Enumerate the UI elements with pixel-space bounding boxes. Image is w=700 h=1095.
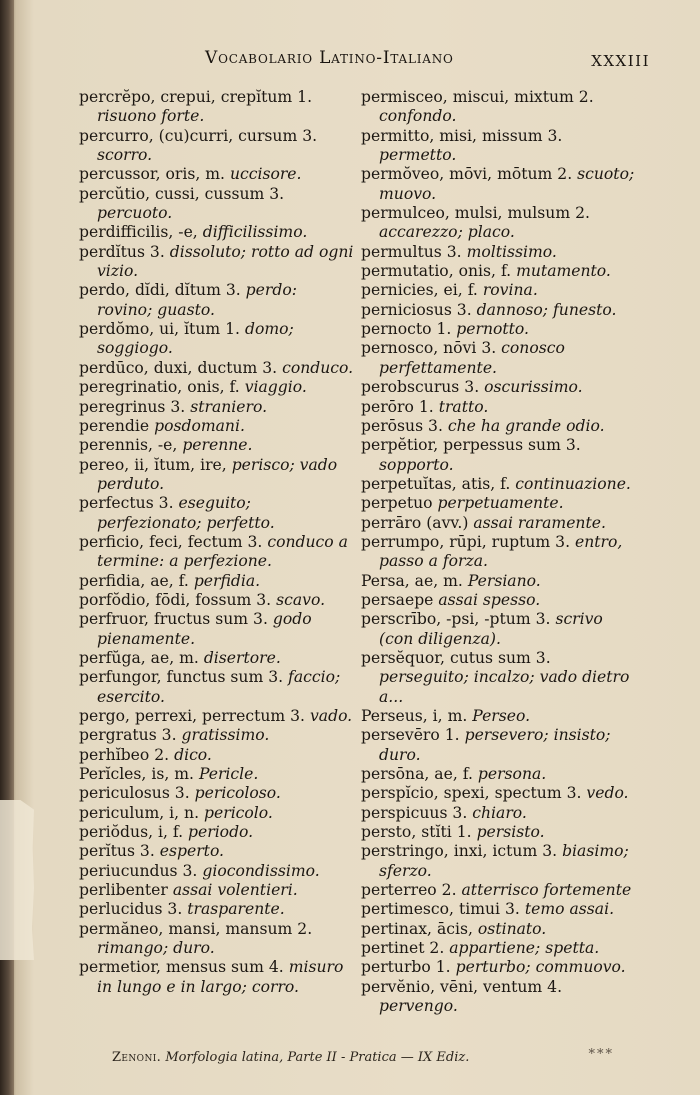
entry-headword: perturbo 1. xyxy=(361,958,451,977)
right-column xyxy=(361,88,637,1017)
entry-translation: Perseo. xyxy=(472,707,531,725)
entry-translation: periodo. xyxy=(188,823,254,842)
entry-translation: disertore. xyxy=(203,648,281,667)
entry-translation: risuono forte. xyxy=(97,107,205,126)
dictionary-entry xyxy=(361,823,637,842)
dictionary-entry xyxy=(79,784,355,803)
entry-headword: perlibenter xyxy=(79,881,168,900)
entry-translation: difficilissimo. xyxy=(202,223,308,242)
entry-headword: perhĭbeo 2. xyxy=(79,745,170,764)
entry-headword: permetior, mensus sum 4. xyxy=(79,958,284,977)
dictionary-entry xyxy=(79,378,355,397)
dictionary-entry xyxy=(79,320,355,359)
dictionary-entry xyxy=(361,301,637,320)
dictionary-entry xyxy=(79,127,355,166)
dictionary-entry xyxy=(79,862,355,881)
dictionary-entry xyxy=(361,339,637,378)
dictionary-entry xyxy=(361,320,637,339)
entry-headword: perdūco, duxi, ductum 3. xyxy=(79,358,278,377)
entry-headword: perstringo, inxi, ictum 3. xyxy=(361,842,558,861)
entry-headword: percurro, (cu)curri, cursum 3. xyxy=(79,126,318,145)
dictionary-entry xyxy=(361,900,637,919)
entry-headword: peregrinatio, onis, f. xyxy=(79,378,240,397)
dictionary-entry xyxy=(361,378,637,397)
entry-translation: percuoto. xyxy=(97,204,173,223)
entry-translation: scuoto; muovo. xyxy=(379,165,635,203)
entry-headword: perniciosus 3. xyxy=(361,300,472,319)
entry-headword: perfŭga, ae, m. xyxy=(79,648,199,667)
entry-translation: sopporto. xyxy=(379,455,454,474)
dictionary-entry xyxy=(361,707,637,726)
dictionary-entry xyxy=(79,456,355,495)
entry-headword: perpetuo xyxy=(361,494,433,513)
dictionary-entry xyxy=(79,88,355,127)
entry-headword: pergo, perrexi, perrectum 3. xyxy=(79,707,306,725)
dictionary-entry xyxy=(79,591,355,610)
dictionary-entry xyxy=(79,920,355,959)
page-number: XXXIII xyxy=(591,52,650,70)
entry-headword: pereo, ii, ĭtum, ire, xyxy=(79,455,227,474)
dictionary-entry xyxy=(361,920,637,939)
dictionary-entry xyxy=(361,591,637,610)
dictionary-entry xyxy=(361,243,637,262)
dictionary-entry xyxy=(361,784,637,803)
entry-headword: pertinet 2. xyxy=(361,939,445,958)
dictionary-entry xyxy=(79,726,355,745)
entry-translation: assai volentieri. xyxy=(172,881,298,900)
entry-translation: assai raramente. xyxy=(473,513,606,532)
entry-translation: misuro in lungo e in largo; corro. xyxy=(97,958,344,996)
dictionary-entry xyxy=(79,185,355,224)
entry-headword: permutatio, onis, f. xyxy=(361,262,512,281)
entry-translation: atterrisco fortemente xyxy=(461,881,632,900)
dictionary-entry xyxy=(79,842,355,861)
entry-translation: eseguito; perfezionato; perfetto. xyxy=(97,494,275,532)
dictionary-entry xyxy=(361,881,637,900)
dictionary-entry xyxy=(361,572,637,591)
entry-translation: dico. xyxy=(174,745,212,764)
entry-headword: pertinax, ācis, xyxy=(361,919,473,938)
entry-translation: trasparente. xyxy=(187,900,285,919)
entry-translation: che ha grande odio. xyxy=(447,416,605,435)
entry-headword: percrĕpo, crepui, crepĭtum 1. xyxy=(79,88,313,106)
entry-headword: periculosus 3. xyxy=(79,784,190,803)
entry-headword: pernosco, nōvi 3. xyxy=(361,339,497,358)
entry-headword: perlucidus 3. xyxy=(79,900,183,919)
entry-translation: scorro. xyxy=(97,146,153,165)
entry-translation: perpetuamente. xyxy=(437,494,564,513)
entry-translation: perenne. xyxy=(182,436,253,455)
entry-headword: periculum, i, n. xyxy=(79,803,200,822)
dictionary-entry xyxy=(361,494,637,513)
dictionary-entry xyxy=(79,223,355,242)
entry-translation: pericolo. xyxy=(204,803,273,822)
entry-translation: ostinato. xyxy=(477,919,547,938)
torn-margin xyxy=(0,800,34,960)
entry-translation: dannoso; funesto. xyxy=(476,300,617,319)
entry-headword: perrāro (avv.) xyxy=(361,513,469,532)
dictionary-entry xyxy=(361,127,637,166)
dictionary-entry xyxy=(361,649,637,707)
entry-translation: dissoluto; rotto ad ogni vizio. xyxy=(97,242,354,281)
page-footer xyxy=(112,1047,632,1072)
entry-translation: perseguito; incalzo; vado dietro a... xyxy=(379,668,630,706)
entry-headword: persaepe xyxy=(361,590,434,609)
entry-translation: godo pienamente. xyxy=(97,610,312,648)
entry-translation: conosco perfettamente. xyxy=(379,339,565,377)
entry-translation: Pericle. xyxy=(198,765,259,784)
entry-translation: rovina. xyxy=(482,281,538,300)
entry-translation: perdo: rovino; guasto. xyxy=(97,281,297,319)
footer-title: Morfologia latina, Parte II - Pratica — IX Ediz. xyxy=(165,1050,470,1065)
entry-headword: perĭtus 3. xyxy=(79,842,155,861)
entry-translation: viaggio. xyxy=(244,378,307,397)
entry-headword: periucundus 3. xyxy=(79,861,198,880)
dictionary-entry xyxy=(79,958,355,997)
entry-headword: perfectus 3. xyxy=(79,494,174,513)
dictionary-entry xyxy=(361,610,637,649)
entry-translation: perfidia. xyxy=(193,571,261,590)
entry-headword: perobscurus 3. xyxy=(361,378,480,397)
dictionary-entry xyxy=(361,842,637,881)
entry-translation: faccio; esercito. xyxy=(97,668,341,706)
dictionary-entry xyxy=(361,417,637,436)
dictionary-entry xyxy=(361,165,637,204)
entry-headword: pergratus 3. xyxy=(79,726,177,745)
entry-headword: permitto, misi, missum 3. xyxy=(361,126,563,145)
entry-headword: Perseus, i, m. xyxy=(361,707,468,725)
entry-translation: domo; soggiogo. xyxy=(97,320,294,358)
entry-headword: perrumpo, rūpi, ruptum 3. xyxy=(361,532,571,551)
entry-headword: percŭtio, cussi, cussum 3. xyxy=(79,184,285,203)
entry-headword: perspĭcio, spexi, spectum 3. xyxy=(361,784,582,803)
dictionary-entry xyxy=(361,804,637,823)
entry-translation: tratto. xyxy=(438,397,489,416)
entry-translation: conduco. xyxy=(282,358,354,377)
dictionary-entry xyxy=(79,572,355,591)
entry-headword: perdifficilis, -e, xyxy=(79,223,198,242)
entry-headword: persevēro 1. xyxy=(361,726,460,745)
dictionary-entry xyxy=(361,958,637,977)
signature-mark: *** xyxy=(588,1047,614,1062)
entry-headword: pertimesco, timui 3. xyxy=(361,900,520,919)
entry-translation: assai spesso. xyxy=(438,590,541,609)
dictionary-entry xyxy=(361,726,637,765)
footer-credit xyxy=(112,1050,469,1065)
dictionary-entry xyxy=(79,417,355,436)
entry-headword: perpĕtior, perpessus sum 3. xyxy=(361,436,581,455)
entry-headword: permulceo, mulsi, mulsum 2. xyxy=(361,204,590,223)
entry-headword: perfidia, ae, f. xyxy=(79,571,189,590)
dictionary-entry xyxy=(79,900,355,919)
entry-headword: permăneo, mansi, mansum 2. xyxy=(79,919,313,938)
dictionary-entry xyxy=(361,88,637,127)
dictionary-entry xyxy=(79,359,355,378)
entry-translation: vedo. xyxy=(586,784,629,803)
dictionary-entry xyxy=(361,281,637,300)
entry-translation: temo assai. xyxy=(524,900,615,919)
dictionary-entry xyxy=(79,243,355,282)
entry-headword: pernocto 1. xyxy=(361,320,452,339)
page-header xyxy=(80,48,650,74)
entry-translation: scrivo (con diligenza). xyxy=(379,610,603,648)
left-column xyxy=(79,88,355,997)
dictionary-entry xyxy=(361,514,637,533)
entry-translation: conduco a termine: a perfezione. xyxy=(97,532,348,571)
entry-translation: permetto. xyxy=(379,146,457,165)
page-title: Vocabolario Latino-Italiano xyxy=(205,48,454,68)
entry-translation: pervengo. xyxy=(379,997,458,1016)
dictionary-entry xyxy=(79,165,355,184)
entry-headword: perficio, feci, fectum 3. xyxy=(79,532,263,551)
entry-translation: chiaro. xyxy=(472,803,527,822)
dictionary-entry xyxy=(79,398,355,417)
dictionary-entry xyxy=(361,398,637,417)
entry-translation: pernotto. xyxy=(456,320,529,339)
entry-headword: peregrinus 3. xyxy=(79,397,186,416)
dictionary-entry xyxy=(79,746,355,765)
entry-headword: Persa, ae, m. xyxy=(361,571,463,590)
entry-headword: perscrībo, -psi, -ptum 3. xyxy=(361,610,551,629)
entry-headword: persto, stĭti 1. xyxy=(361,823,472,842)
entry-translation: appartiene; spetta. xyxy=(449,939,600,958)
entry-translation: vado. xyxy=(309,707,353,725)
entry-translation: perisco; vado perduto. xyxy=(97,455,338,493)
entry-translation: uccisore. xyxy=(229,165,302,184)
entry-translation: mutamento. xyxy=(516,262,611,281)
dictionary-entry xyxy=(79,668,355,707)
entry-headword: pervĕnio, vēni, ventum 4. xyxy=(361,977,563,996)
entry-headword: porfŏdio, fōdi, fossum 3. xyxy=(79,590,272,609)
entry-headword: perdŏmo, ui, ĭtum 1. xyxy=(79,320,240,339)
entry-headword: perdĭtus 3. xyxy=(79,242,165,261)
entry-translation: moltissimo. xyxy=(466,242,557,261)
dictionary-entry xyxy=(361,204,637,243)
entry-headword: percussor, oris, m. xyxy=(79,165,225,184)
dictionary-entry xyxy=(79,610,355,649)
entry-headword: perōro 1. xyxy=(361,397,434,416)
dictionary-entry xyxy=(361,765,637,784)
entry-translation: scavo. xyxy=(276,590,326,609)
dictionary-entry xyxy=(79,881,355,900)
entry-headword: persōna, ae, f. xyxy=(361,765,473,784)
entry-headword: permisceo, miscui, mixtum 2. xyxy=(361,88,594,106)
entry-translation: accarezzo; placo. xyxy=(379,223,515,242)
dictionary-entry xyxy=(79,804,355,823)
dictionary-entry xyxy=(79,281,355,320)
entry-headword: perennis, -e, xyxy=(79,436,178,455)
entry-translation: persona. xyxy=(477,765,547,784)
entry-translation: giocondissimo. xyxy=(202,861,320,880)
entry-headword: perterreo 2. xyxy=(361,881,457,900)
entry-headword: perspicuus 3. xyxy=(361,803,468,822)
entry-translation: perturbo; commuovo. xyxy=(455,958,626,977)
entry-headword: permultus 3. xyxy=(361,242,462,261)
dictionary-entry xyxy=(79,494,355,533)
entry-translation: pericoloso. xyxy=(194,784,281,803)
entry-translation: esperto. xyxy=(159,842,225,861)
entry-headword: permŏveo, mōvi, mōtum 2. xyxy=(361,165,573,184)
entry-headword: perdo, dĭdi, dĭtum 3. xyxy=(79,281,241,300)
entry-translation: biasimo; sferzo. xyxy=(379,842,629,880)
dictionary-entry xyxy=(79,649,355,668)
entry-headword: perfungor, functus sum 3. xyxy=(79,668,284,687)
dictionary-entry xyxy=(361,939,637,958)
entry-headword: perendie xyxy=(79,416,150,435)
entry-translation: Persiano. xyxy=(467,571,541,590)
entry-translation: persisto. xyxy=(476,823,545,842)
entry-headword: Perĭcles, is, m. xyxy=(79,765,194,784)
entry-headword: persĕquor, cutus sum 3. xyxy=(361,648,551,667)
entry-headword: perōsus 3. xyxy=(361,416,443,435)
entry-translation: gratissimo. xyxy=(181,726,270,745)
dictionary-entry xyxy=(79,765,355,784)
dictionary-entry xyxy=(361,262,637,281)
dictionary-entry xyxy=(361,533,637,572)
entry-translation: oscurissimo. xyxy=(484,378,583,397)
dictionary-entry xyxy=(361,978,637,1017)
dictionary-entry xyxy=(361,436,637,475)
footer-author: Zenoni. xyxy=(112,1050,162,1065)
dictionary-entry xyxy=(79,436,355,455)
entry-headword: perpetuĭtas, atis, f. xyxy=(361,474,511,493)
entry-translation: persevero; insisto; duro. xyxy=(379,726,611,764)
entry-translation: straniero. xyxy=(190,397,268,416)
entry-translation: entro, passo a forza. xyxy=(379,532,623,571)
dictionary-entry xyxy=(361,475,637,494)
dictionary-entry xyxy=(79,707,355,726)
entry-translation: rimango; duro. xyxy=(97,939,215,958)
entry-translation: continuazione. xyxy=(515,474,631,493)
entry-headword: perfruor, fructus sum 3. xyxy=(79,610,268,629)
entry-headword: periŏdus, i, f. xyxy=(79,823,184,842)
entry-headword: pernicies, ei, f. xyxy=(361,281,478,300)
entry-translation: posdomani. xyxy=(154,416,245,435)
dictionary-entry xyxy=(79,823,355,842)
entry-translation: confondo. xyxy=(379,107,457,126)
dictionary-entry xyxy=(79,533,355,572)
